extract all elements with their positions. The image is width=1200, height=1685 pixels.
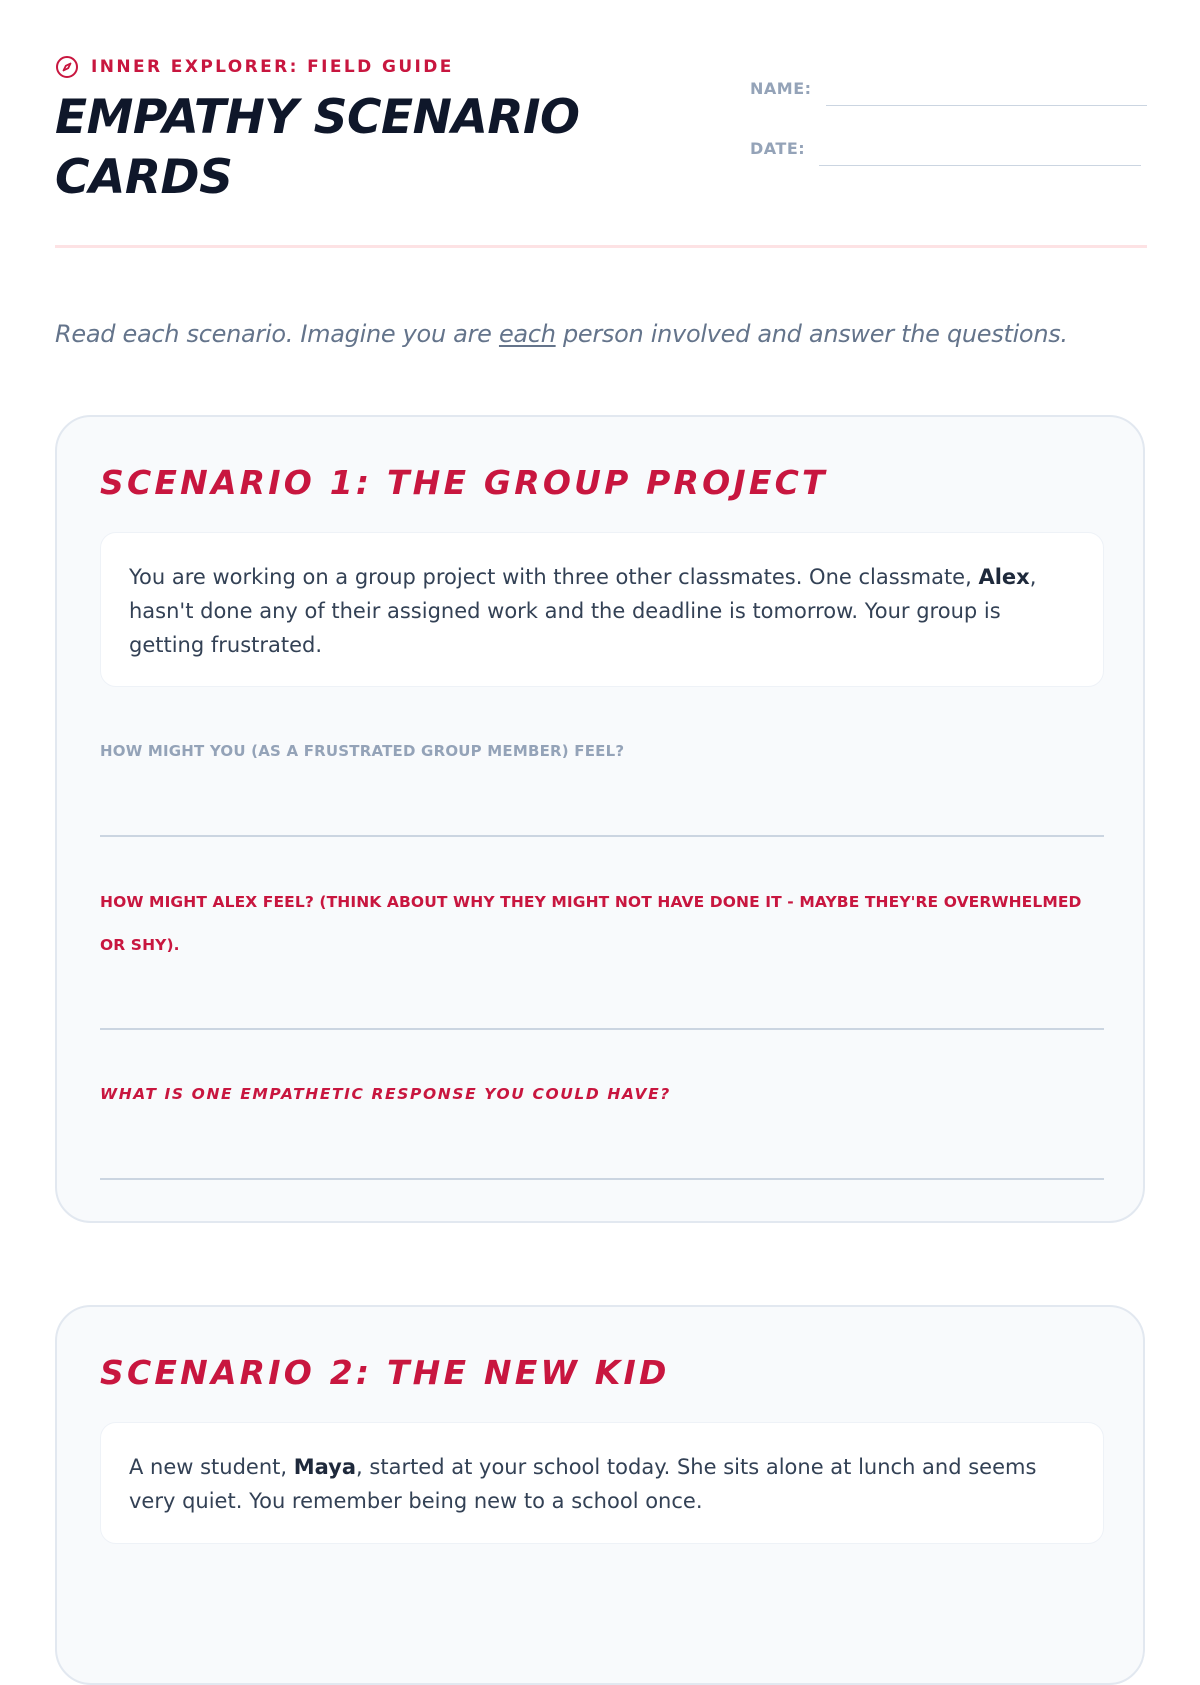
- answer-line-1[interactable]: [100, 835, 1104, 837]
- instructions: [55, 320, 1155, 348]
- scenario-text-start: You are working on a group project with three other classmates. One classmate,: [129, 565, 979, 589]
- brand-label: INNER EXPLORER: FIELD GUIDE: [91, 57, 454, 77]
- scenario-title: SCENARIO 1: THE GROUP PROJECT: [100, 463, 828, 502]
- scenario-person-name: Maya: [293, 1455, 357, 1479]
- date-row: [750, 122, 1147, 166]
- header-divider: [55, 245, 1147, 248]
- scenario-text-end: , hasn't done any of their assigned work and the deadline is tomorrow. Your group is getting frustrated.: [129, 565, 1037, 657]
- brand: [55, 55, 454, 79]
- scenario-card-1: [55, 415, 1145, 1223]
- scenario-title: SCENARIO 2: THE NEW KID: [100, 1353, 670, 1392]
- date-label: DATE:: [750, 139, 806, 158]
- scenario-text-end: , started at your school today. She sits alone at lunch and seems very quiet. You remember being new to a school once.: [129, 1455, 1037, 1513]
- scenario-person-name: Alex: [978, 565, 1030, 589]
- header: [55, 52, 1147, 248]
- question-3: WHAT IS ONE EMPATHETIC RESPONSE YOU COULD HAVE?: [100, 1085, 671, 1103]
- page-title: EMPATHY SCENARIO CARDS: [55, 90, 580, 205]
- answer-line-2[interactable]: [100, 1028, 1104, 1030]
- instructions-text-start: Read each scenario. Imagine you are: [55, 320, 499, 348]
- instructions-text-end: person involved and answer the questions.: [555, 320, 1068, 348]
- compass-icon: [55, 55, 79, 79]
- scenario-text-start: A new student,: [129, 1455, 294, 1479]
- answer-line-3[interactable]: [100, 1178, 1104, 1180]
- student-info: [750, 62, 1147, 182]
- question-1: HOW MIGHT YOU (AS A FRUSTRATED GROUP MEMBER) FEEL?: [100, 742, 625, 760]
- name-label: NAME:: [750, 79, 812, 98]
- date-field[interactable]: [819, 135, 1141, 166]
- question-2: HOW MIGHT ALEX FEEL? (THINK ABOUT WHY THEY MIGHT NOT HAVE DONE IT - MAYBE THEY'RE OVERWHELMED OR SHY).: [100, 893, 1082, 954]
- name-row: [750, 62, 1147, 106]
- name-field[interactable]: [826, 75, 1147, 106]
- scenario-description: [100, 1422, 1104, 1544]
- scenario-card-2: [55, 1305, 1145, 1685]
- scenario-description: [100, 532, 1104, 687]
- instructions-emphasis: each: [498, 320, 556, 348]
